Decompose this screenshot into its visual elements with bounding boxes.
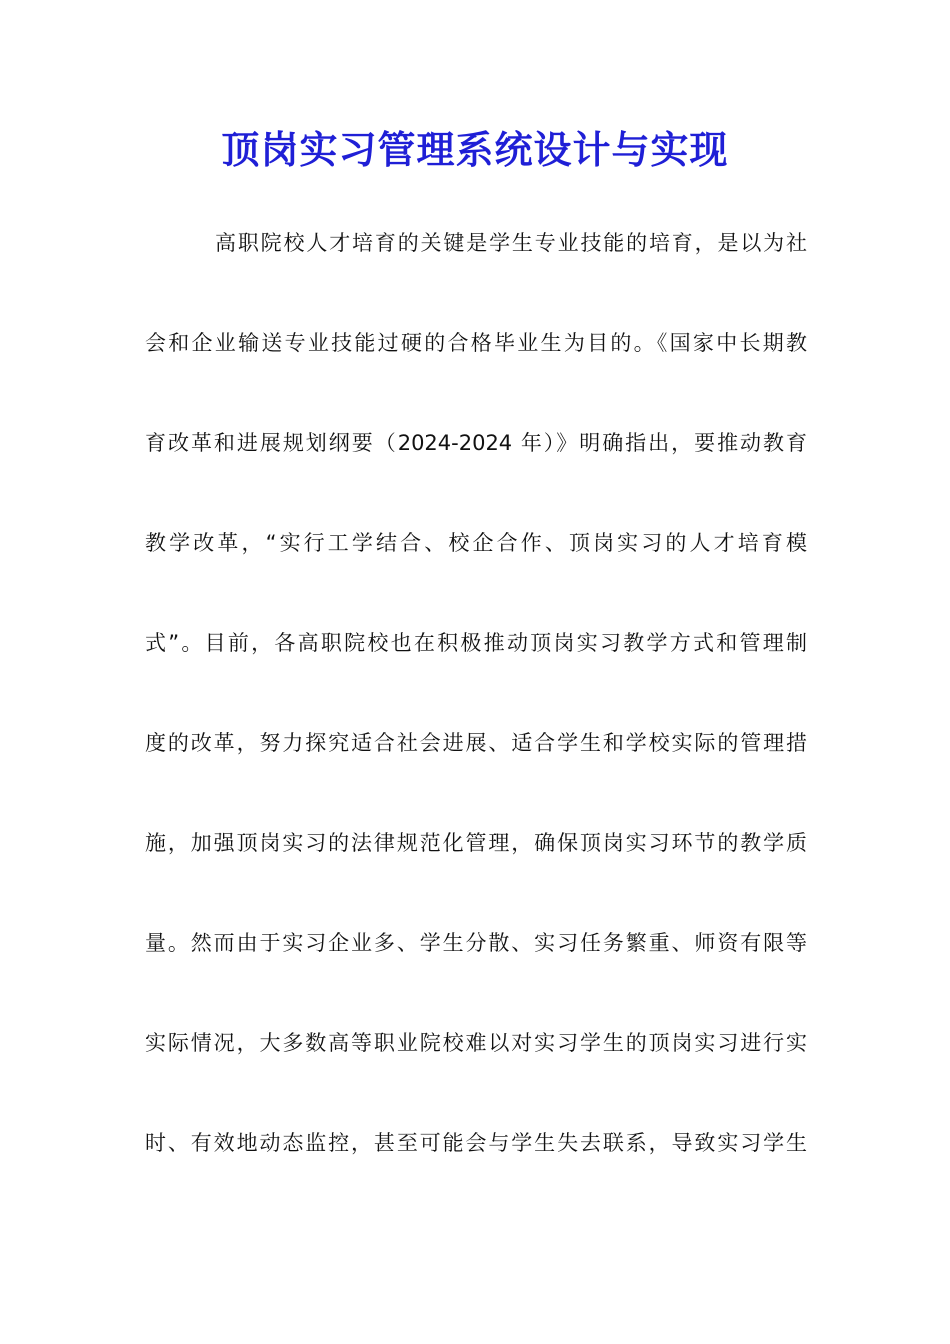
paragraph-line: 育改革和进展规划纲要（2024-2024 年）》明确指出，要推动教育 [145,431,807,455]
document-title: 顶岗实习管理系统设计与实现 [221,127,729,172]
document-body [145,215,807,1215]
paragraph-line: 实际情况，大多数高等职业院校难以对实习学生的顶岗实习进行实 [145,1031,807,1055]
paragraph-line: 式”。目前，各高职院校也在积极推动顶岗实习教学方式和管理制 [145,631,807,655]
paragraph-line: 量。然而由于实习企业多、学生分散、实习任务繁重、师资有限等 [145,931,807,955]
paragraph-line: 会和企业输送专业技能过硬的合格毕业生为目的。《国家中长期教 [145,331,807,355]
paragraph-line: 高职院校人才培育的关键是学生专业技能的培育，是以为社 [215,231,807,255]
paragraph-line: 施，加强顶岗实习的法律规范化管理，确保顶岗实习环节的教学质 [145,831,807,855]
paragraph-line: 时、有效地动态监控，甚至可能会与学生失去联系，导致实习学生 [145,1131,807,1155]
paragraph-line: 度的改革，努力探究适合社会进展、适合学生和学校实际的管理措 [145,731,807,755]
paragraph-line: 教学改革，“实行工学结合、校企合作、顶岗实习的人才培育模 [145,531,807,555]
